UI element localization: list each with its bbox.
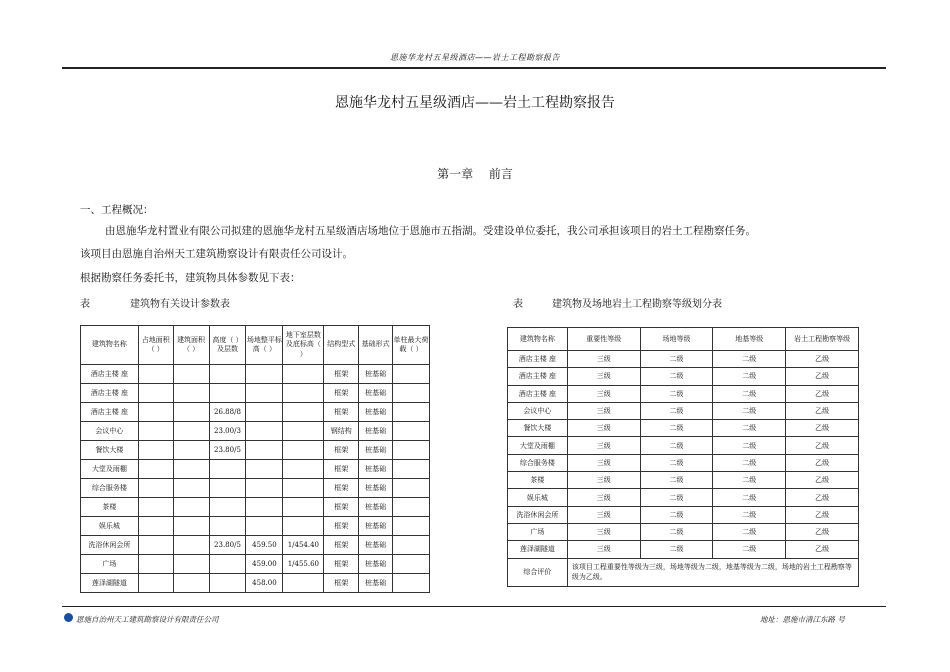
table-row	[81, 460, 430, 479]
section-heading: 一、工程概况：	[80, 204, 154, 216]
table1-header-cell: 建筑物名称	[81, 326, 139, 365]
table-cell: 三级	[567, 541, 640, 558]
table-cell	[283, 498, 324, 517]
table-cell: 二级	[713, 523, 786, 540]
table2-header-row	[508, 328, 859, 351]
table-cell	[246, 517, 283, 536]
table-cell: 框架	[324, 479, 359, 498]
table-cell: 二级	[713, 437, 786, 454]
table-cell: 乙级	[786, 541, 859, 558]
table2-header-cell: 岩土工程勘察等级	[786, 328, 859, 351]
table-cell	[138, 479, 173, 498]
table2-header-cell: 场地等级	[640, 328, 713, 351]
table-cell: 二级	[713, 351, 786, 368]
table-cell: 乙级	[786, 385, 859, 402]
table-cell: 桩基础	[359, 517, 393, 536]
table-row	[81, 365, 430, 384]
table-row	[81, 422, 430, 441]
table-cell: 框架	[324, 574, 359, 593]
table-cell: 框架	[324, 460, 359, 479]
table-cell: 三级	[567, 437, 640, 454]
table-cell	[173, 441, 209, 460]
table-row	[81, 555, 430, 574]
table-cell: 二级	[640, 437, 713, 454]
footer-divider	[62, 606, 886, 607]
table-cell	[138, 555, 173, 574]
table-row	[81, 574, 430, 593]
table-cell: 二级	[713, 385, 786, 402]
table-cell	[246, 479, 283, 498]
table-cell	[138, 574, 173, 593]
table-cell: 餐饮大楼	[508, 420, 568, 437]
design-parameters-table	[80, 325, 430, 593]
footer-company: 恩施自治州天工建筑勘察设计有限责任公司	[76, 615, 219, 624]
table-cell	[138, 460, 173, 479]
table-cell: 桩基础	[359, 422, 393, 441]
table-cell: 桩基础	[359, 498, 393, 517]
table-cell: 框架	[324, 384, 359, 403]
table-cell: 三级	[567, 523, 640, 540]
table-row	[81, 441, 430, 460]
table-cell: 二级	[640, 420, 713, 437]
table-cell	[209, 517, 246, 536]
table-cell: 乙级	[786, 368, 859, 385]
table-cell: 会议中心	[81, 422, 139, 441]
table2-caption-prefix: 表	[513, 299, 523, 310]
table-cell: 459.00	[246, 555, 283, 574]
table-cell	[173, 479, 209, 498]
table2-header-cell: 地基等级	[713, 328, 786, 351]
table2-header-cell: 重要性等级	[567, 328, 640, 351]
table-cell: 乙级	[786, 523, 859, 540]
table-cell	[209, 460, 246, 479]
table1-header-cell: 占地面积（ ）	[138, 326, 173, 365]
table-row	[508, 420, 859, 437]
table-cell: 综合服务楼	[81, 479, 139, 498]
table1-header-cell: 基础形式	[359, 326, 393, 365]
table-cell: 三级	[567, 472, 640, 489]
table-cell: 酒店主楼 座	[81, 365, 139, 384]
table-cell	[393, 441, 430, 460]
table-cell: 莲泽湖隧道	[508, 541, 568, 558]
table1-header-row	[81, 326, 430, 365]
table-cell: 框架	[324, 403, 359, 422]
table-cell	[138, 384, 173, 403]
table-cell	[393, 536, 430, 555]
table-cell	[209, 479, 246, 498]
table-cell: 二级	[640, 472, 713, 489]
table-cell	[393, 460, 430, 479]
table-cell: 二级	[713, 541, 786, 558]
table-cell: 桩基础	[359, 574, 393, 593]
table-cell	[246, 441, 283, 460]
table1-header-cell: 结构型式	[324, 326, 359, 365]
table-cell: 23.80/5	[209, 536, 246, 555]
table-row	[508, 402, 859, 419]
table-cell: 23.00/3	[209, 422, 246, 441]
table2-caption: 建筑物及场地岩土工程勘察等级划分表	[552, 299, 722, 310]
table-cell	[173, 498, 209, 517]
table-cell	[209, 574, 246, 593]
table-cell: 二级	[640, 351, 713, 368]
table-cell	[246, 384, 283, 403]
table-cell: 广场	[508, 523, 568, 540]
table-row	[81, 517, 430, 536]
table-cell	[283, 517, 324, 536]
table-cell	[138, 365, 173, 384]
table-cell	[209, 384, 246, 403]
evaluation-text: 该项目工程重要性等级为三级，场地等级为二级，地基等级为二级，场地的岩土工程勘察等级为乙级。	[567, 558, 858, 586]
table-cell	[138, 403, 173, 422]
table-cell	[283, 384, 324, 403]
header-divider	[62, 67, 886, 69]
table-row	[81, 479, 430, 498]
table-cell	[283, 365, 324, 384]
table-cell	[246, 422, 283, 441]
table-cell	[173, 460, 209, 479]
table-cell: 综合服务楼	[508, 454, 568, 471]
table-cell: 框架	[324, 536, 359, 555]
table-cell	[209, 555, 246, 574]
evaluation-row	[508, 558, 859, 586]
chapter-number: 第一章	[437, 167, 474, 181]
table-cell: 框架	[324, 517, 359, 536]
table-cell	[393, 574, 430, 593]
table-cell: 桩基础	[359, 555, 393, 574]
table-row	[508, 351, 859, 368]
table-cell: 二级	[640, 541, 713, 558]
table-row	[81, 498, 430, 517]
table-cell: 三级	[567, 489, 640, 506]
table-cell	[393, 422, 430, 441]
table-cell: 二级	[713, 368, 786, 385]
table-cell: 桩基础	[359, 384, 393, 403]
table-cell: 二级	[713, 506, 786, 523]
table-cell: 乙级	[786, 402, 859, 419]
table-cell	[393, 555, 430, 574]
table-cell: 酒店主楼 座	[81, 403, 139, 422]
table-cell	[209, 365, 246, 384]
table-cell: 二级	[713, 472, 786, 489]
table-cell: 三级	[567, 420, 640, 437]
table-row	[508, 541, 859, 558]
table-cell: 钢结构	[324, 422, 359, 441]
table-cell	[283, 574, 324, 593]
table-cell: 框架	[324, 441, 359, 460]
table-cell	[173, 422, 209, 441]
table-cell: 酒店主楼 座	[508, 351, 568, 368]
table-cell: 娱乐城	[508, 489, 568, 506]
table-cell: 三级	[567, 368, 640, 385]
table-cell: 会议中心	[508, 402, 568, 419]
table-cell	[393, 365, 430, 384]
table-row	[81, 403, 430, 422]
survey-grade-table	[507, 327, 859, 587]
table-cell	[393, 479, 430, 498]
table-cell: 乙级	[786, 454, 859, 471]
table-cell	[173, 403, 209, 422]
table-cell: 乙级	[786, 420, 859, 437]
document-title: 恩施华龙村五星级酒店——岩土工程勘察报告	[335, 95, 615, 111]
table1-caption: 建筑物有关设计参数表	[130, 299, 230, 310]
table-cell	[246, 365, 283, 384]
table-cell: 乙级	[786, 506, 859, 523]
table-row	[508, 385, 859, 402]
table-cell: 二级	[713, 402, 786, 419]
table-cell: 二级	[640, 489, 713, 506]
table-cell: 459.50	[246, 536, 283, 555]
table-cell	[393, 384, 430, 403]
footer-address: 地址：恩施市清江东路 号	[760, 615, 845, 624]
company-logo-icon	[64, 613, 73, 622]
table-cell: 三级	[567, 506, 640, 523]
table-row	[508, 506, 859, 523]
table-cell	[393, 498, 430, 517]
table-cell: 餐饮大楼	[81, 441, 139, 460]
table-cell	[138, 536, 173, 555]
table-row	[508, 523, 859, 540]
table-row	[508, 368, 859, 385]
table-cell: 三级	[567, 385, 640, 402]
chapter-heading	[0, 165, 950, 182]
table-cell	[138, 517, 173, 536]
table-cell: 二级	[640, 385, 713, 402]
table-cell: 桩基础	[359, 479, 393, 498]
table1-header-cell: 高度（ ）及层数	[209, 326, 246, 365]
table-cell: 乙级	[786, 437, 859, 454]
table-cell: 二级	[640, 402, 713, 419]
table-cell: 26.88/8	[209, 403, 246, 422]
table-cell	[283, 422, 324, 441]
table1-caption-prefix: 表	[80, 299, 90, 310]
table-cell	[138, 441, 173, 460]
table-cell	[138, 422, 173, 441]
table-cell: 三级	[567, 402, 640, 419]
table1-header-cell: 单柱最大荷载（ ）	[393, 326, 430, 365]
table-cell: 乙级	[786, 472, 859, 489]
paragraph-3: 根据勘察任务委托书，建筑物具体参数见下表：	[80, 272, 301, 284]
table-row	[508, 454, 859, 471]
table-cell	[283, 403, 324, 422]
table-cell: 框架	[324, 498, 359, 517]
table-cell	[393, 517, 430, 536]
table-cell: 茶楼	[81, 498, 139, 517]
table-cell	[246, 498, 283, 517]
table-cell	[138, 498, 173, 517]
table-cell: 洗浴休闲会所	[81, 536, 139, 555]
table-cell: 酒店主楼 座	[508, 368, 568, 385]
table-cell: 框架	[324, 365, 359, 384]
table-row	[508, 472, 859, 489]
table-cell	[209, 498, 246, 517]
table2-header-cell: 建筑物名称	[508, 328, 568, 351]
table-cell: 茶楼	[508, 472, 568, 489]
table-cell	[173, 536, 209, 555]
table-cell: 二级	[713, 454, 786, 471]
table-cell: 三级	[567, 351, 640, 368]
table-cell: 二级	[640, 506, 713, 523]
table-cell	[283, 460, 324, 479]
table-cell	[283, 441, 324, 460]
table-cell: 桩基础	[359, 441, 393, 460]
table-cell	[173, 384, 209, 403]
table-cell	[246, 460, 283, 479]
table-cell: 桩基础	[359, 403, 393, 422]
chapter-name: 前言	[488, 167, 513, 181]
table1-header-cell: 地下室层数及底标高（ ）	[283, 326, 324, 365]
table-cell: 乙级	[786, 351, 859, 368]
table-cell: 23.80/5	[209, 441, 246, 460]
table-cell: 广场	[81, 555, 139, 574]
table-cell: 458.00	[246, 574, 283, 593]
evaluation-label: 综合评价	[508, 558, 568, 586]
table-cell	[173, 555, 209, 574]
table1-header-cell: 场地整平标高（ ）	[246, 326, 283, 365]
table-cell	[173, 574, 209, 593]
table-row	[81, 384, 430, 403]
running-header: 恩施华龙村五星级酒店——岩土工程勘察报告	[390, 53, 560, 62]
table-cell	[246, 403, 283, 422]
table-cell: 桩基础	[359, 536, 393, 555]
table-cell: 1/455.60	[283, 555, 324, 574]
table-cell	[393, 403, 430, 422]
table-cell: 1/454.40	[283, 536, 324, 555]
table-row	[508, 437, 859, 454]
table-cell: 酒店主楼 座	[81, 384, 139, 403]
table-cell: 框架	[324, 555, 359, 574]
table-cell: 桩基础	[359, 460, 393, 479]
table-cell	[173, 517, 209, 536]
table-cell: 娱乐城	[81, 517, 139, 536]
table1-header-cell: 建筑面积（ ）	[173, 326, 209, 365]
table-cell: 二级	[640, 368, 713, 385]
table-cell: 二级	[713, 489, 786, 506]
table-cell: 桩基础	[359, 365, 393, 384]
table-cell: 洗浴休闲会所	[508, 506, 568, 523]
table-cell: 酒店主楼 座	[508, 385, 568, 402]
table-cell: 大堂及雨棚	[508, 437, 568, 454]
table-cell: 三级	[567, 454, 640, 471]
paragraph-1: 由恩施华龙村置业有限公司拟建的恩施华龙村五星级酒店场地位于恩施市五指湖。受建设单位委托，我公司承担该项目的岩土工程勘察任务。	[105, 225, 756, 237]
table-cell: 二级	[713, 420, 786, 437]
table-cell	[173, 365, 209, 384]
table-cell: 二级	[640, 454, 713, 471]
table-cell: 乙级	[786, 489, 859, 506]
paragraph-2: 该项目由恩施自治州天工建筑勘察设计有限责任公司设计。	[80, 248, 353, 260]
table-cell: 莲泽湖隧道	[81, 574, 139, 593]
table-cell: 大堂及雨棚	[81, 460, 139, 479]
table-row	[81, 536, 430, 555]
table-cell: 二级	[640, 523, 713, 540]
table-row	[508, 489, 859, 506]
table-cell	[283, 479, 324, 498]
